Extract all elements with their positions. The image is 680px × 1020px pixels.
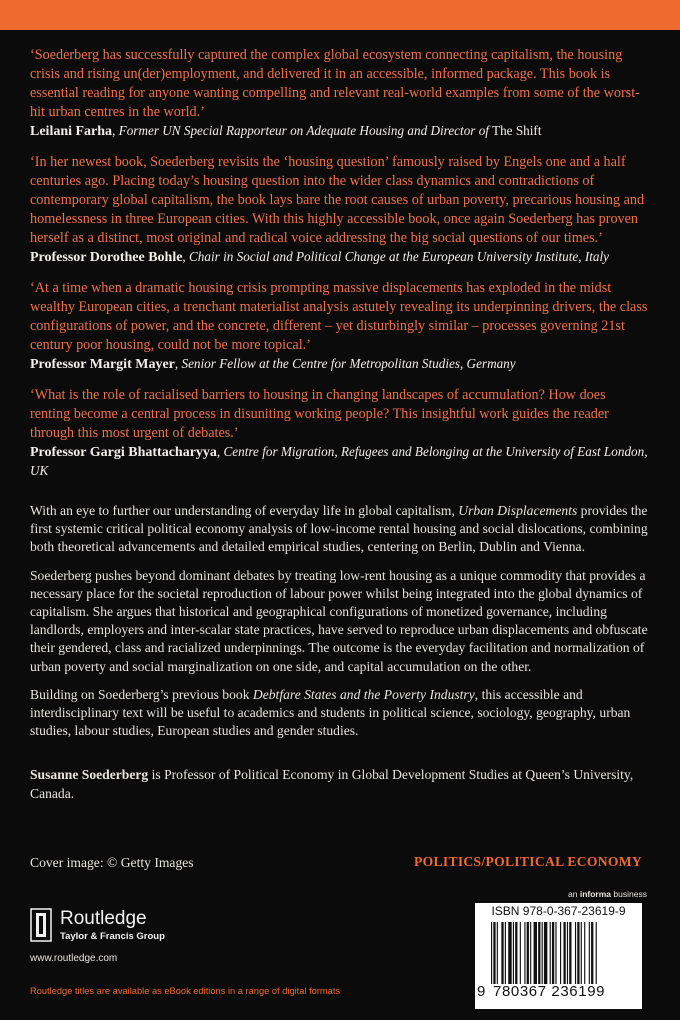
- barcode-bar: [563, 922, 565, 984]
- barcode-bar: [520, 922, 521, 984]
- informa-business-note: [568, 889, 647, 899]
- blurb-text: , this accessible and interdisciplinary text will be useful to academics and students in political science, sociology, geography, urban studies, labour studies, European studies and gender studies.: [30, 686, 631, 739]
- endorser-name: Professor Margit Mayer: [30, 357, 175, 372]
- endorsement-quote: ‘In her newest book, Soederberg revisits the ‘housing question’ famously raised by Engels one and a half centuries ago. Placing today’s housing question into the wider class dynamics and contradictions of contemporary global capitalism, the book lays bare the root causes of urban poverty, precarious housing and homelessness in three European cities. With this highly accessible book, once again Soederberg has proven herself as a distinct, most original and radical voice addressing the big social questions of our times.’: [30, 154, 645, 246]
- barcode-bars: [485, 922, 635, 984]
- barcode-bar: [513, 922, 514, 984]
- barcode-bar: [567, 922, 568, 984]
- blurb-paragraph-2: Soederberg pushes beyond dominant debates by treating low-rent housing as a unique commodity that provides a necessary place for the societal reproduction of labour power whilst being integrated into the global dynamics of capitalism. She argues that historical and geographical configurations of monetized governance, including landlords, employers and inter-scalar state practices, have served to reproduce urban displacements and obfuscate their gendered, class and racialized underpinnings. The outcome is the everyday facilitation and normalization of urban poverty and social marginalization on one side, and capital accumulation on the other.: [30, 567, 648, 674]
- endorsement-attribution: Professor Gargi Bhattacharyya, Centre for Migration, Refugees and Belonging at the University of East London, UK: [30, 444, 648, 478]
- informa-suffix: business: [613, 889, 647, 899]
- endorser-role: Senior Fellow at the Centre for Metropolitan Studies, Germany: [181, 356, 516, 371]
- endorser-role: Chair in Social and Political Change at the European University Institute, Italy: [189, 249, 610, 264]
- blurb-paragraph-3: [30, 686, 648, 741]
- barcode-bar: [493, 922, 495, 984]
- barcode-bar: [491, 922, 492, 984]
- endorsement-attribution: Leilani Farha, Former UN Special Rapporteur on Adequate Housing and Director of The Shift: [30, 123, 542, 139]
- barcode-first-digit: 9: [477, 983, 486, 1000]
- author-bio-text: is Professor of Political Economy in Global Development Studies at Queen’s University, Canada.: [30, 767, 634, 801]
- subject-category: POLITICS/POLITICAL ECONOMY: [414, 854, 642, 869]
- publisher-name: Routledge: [60, 908, 147, 929]
- author-bio: [30, 766, 648, 802]
- endorsement: [30, 153, 648, 267]
- barcode-bar: [524, 922, 525, 984]
- blurb-paragraph-1: [30, 502, 648, 557]
- barcode-bar: [530, 922, 531, 984]
- endorser-role: Former UN Special Rapporteur on Adequate Housing and Director of: [118, 123, 489, 138]
- barcode-bar: [508, 922, 511, 984]
- barcode-bar: [534, 922, 537, 984]
- publisher-website: www.routledge.com: [30, 953, 118, 964]
- endorser-role: Centre for Migration, Refugees and Belonging at the University of East London, UK: [30, 444, 648, 478]
- barcode-bar: [555, 922, 556, 984]
- endorsement: [30, 386, 648, 480]
- isbn-text: ISBN 978-0-367-23619-9: [491, 904, 626, 918]
- barcode-bar: [515, 922, 517, 984]
- endorser-role-extra: The Shift: [492, 123, 542, 138]
- endorsement-attribution: Professor Margit Mayer, Senior Fellow at the Centre for Metropolitan Studies, Germany: [30, 356, 516, 372]
- cover-image-credit: Cover image: © Getty Images: [30, 855, 194, 870]
- top-color-band: [0, 0, 680, 30]
- endorser-name: Professor Dorothee Bohle: [30, 250, 183, 265]
- publisher-group: Taylor & Francis Group: [60, 931, 165, 942]
- barcode-bar: [527, 922, 529, 984]
- barcode-bar: [505, 922, 506, 984]
- informa-prefix: an: [568, 889, 578, 899]
- barcode-digit-groups: 780367 236199: [493, 983, 606, 1000]
- endorsement-quote: ‘At a time when a dramatic housing crisis prompting massive displacements has exploded in the midst wealthy European cities, a trenchant materialist analysis astutely revealing its underpinning drivers, the class configurations of power, and the concrete, different – yet disturbingly similar – processes governing 21st century poor housing, could not be more topical.’: [30, 280, 648, 353]
- barcode-bar: [538, 922, 540, 984]
- back-cover-text: [30, 46, 648, 803]
- barcode-bar: [589, 922, 590, 984]
- blurb-text: With an eye to further our understanding of everyday life in global capitalism,: [30, 503, 455, 518]
- barcode-bar: [569, 922, 571, 984]
- barcode-bar: [550, 922, 551, 984]
- endorsement: [30, 279, 648, 374]
- barcode-bar: [501, 922, 503, 984]
- barcode-bar: [596, 922, 597, 984]
- barcode-bar: [497, 922, 498, 984]
- barcode-bar: [581, 922, 582, 984]
- endorsement-quote: ‘Soederberg has successfully captured the complex global ecosystem connecting capitalism, the housing crisis and rising un(der)employment, and delivered it in an accessible, informed package. This book is essential reading for anyone wanting compelling and relevant real-world examples from some of the worst-hit urban centres in the world.’: [30, 47, 640, 120]
- book-title: Urban Displacements: [458, 503, 578, 518]
- barcode-bar: [542, 922, 543, 984]
- endorsement: [30, 46, 648, 141]
- barcode-bar: [552, 922, 554, 984]
- blurb-text: Building on Soederberg’s previous book: [30, 686, 250, 702]
- informa-word: informa: [579, 889, 612, 899]
- barcode-bar: [577, 922, 579, 984]
- endorser-name: Leilani Farha: [30, 124, 113, 139]
- isbn-barcode: [475, 903, 642, 1009]
- author-name: Susanne Soederberg: [30, 767, 149, 783]
- barcode-bar: [575, 922, 576, 984]
- barcode-bar: [544, 922, 547, 984]
- publisher-logo: [30, 906, 190, 946]
- barcode-bar: [584, 922, 585, 984]
- endorsement-quote: ‘What is the role of racialised barriers to housing in changing landscapes of accumulation? How does renting become a central process in disuniting working people? This insightful work guides the reader through this most urgent of debates.’: [30, 387, 609, 441]
- endorsement-attribution: Professor Dorothee Bohle, Chair in Social and Political Change at the European University Institute, Italy: [30, 249, 610, 265]
- blurb-text: provides the first systemic critical political economy analysis of low-income rental housing and social dislocations, combining both theoretical advancements and detailed empirical studies, centering on Berlin, Dublin and Vienna.: [30, 503, 648, 555]
- ebook-note: Routledge titles are available as eBook editions in a range of digital formats: [30, 986, 341, 996]
- endorser-name: Professor Gargi Bhattacharyya: [30, 445, 217, 460]
- routledge-logo-icon: [30, 908, 52, 942]
- barcode-bar: [560, 922, 561, 984]
- previous-book-title: Debtfare States and the Poverty Industry: [252, 686, 475, 702]
- barcode-bar: [591, 922, 593, 984]
